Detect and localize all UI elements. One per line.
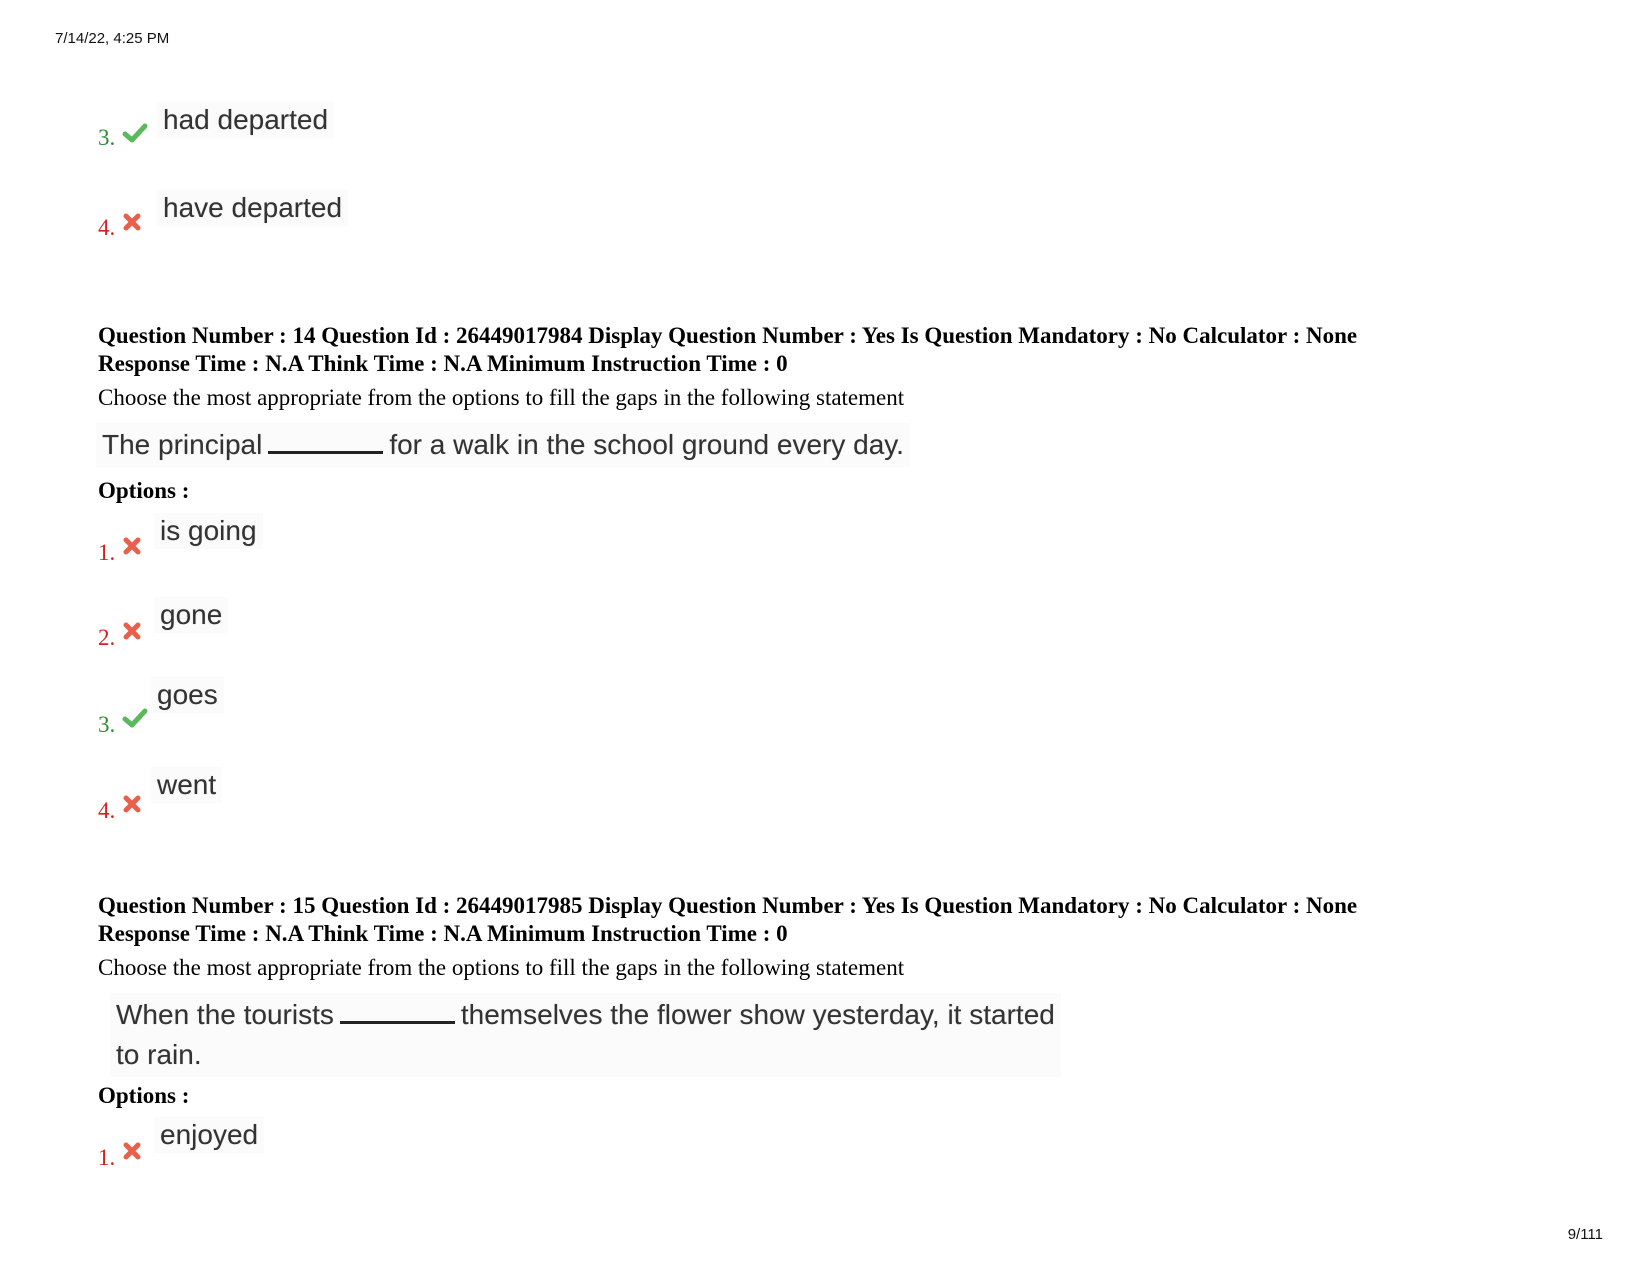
cross-icon: [123, 1142, 141, 1160]
stem-text-before: The principal: [102, 429, 263, 460]
option-text: is going: [154, 513, 263, 549]
fill-blank: [340, 997, 455, 1024]
option-text: goes: [151, 677, 224, 713]
cross-icon: [123, 213, 141, 231]
option-number: 4.: [98, 798, 116, 823]
options-label: Options :: [98, 478, 190, 503]
cross-icon: [123, 622, 141, 640]
question-15-meta: Question Number : 15 Question Id : 26449017985 Display Question Number : Yes Is Question Mandatory : No Calculator : None: [98, 893, 1358, 918]
question-14-stem: [96, 423, 910, 467]
print-timestamp: 7/14/22, 4:25 PM: [55, 30, 170, 47]
question-14-timing: Response Time : N.A Think Time : N.A Minimum Instruction Time : 0: [98, 351, 788, 376]
question-15-timing: Response Time : N.A Think Time : N.A Minimum Instruction Time : 0: [98, 921, 788, 946]
option-text: gone: [154, 597, 228, 633]
stem-text-after: themselves the flower show yesterday, it started: [460, 999, 1055, 1030]
page-number: 9/111: [1567, 1226, 1603, 1243]
option-text: went: [151, 767, 222, 803]
cross-icon: [123, 795, 141, 813]
question-15-instruction: Choose the most appropriate from the options to fill the gaps in the following statement: [98, 955, 905, 980]
check-icon: [122, 705, 148, 731]
fill-blank: [268, 427, 383, 454]
option-number: 3.: [98, 712, 116, 737]
question-14-meta: Question Number : 14 Question Id : 26449017984 Display Question Number : Yes Is Question Mandatory : No Calculator : None: [98, 323, 1358, 348]
option-text: had departed: [157, 102, 334, 138]
option-number: 1.: [98, 1145, 116, 1170]
stem-text-after: for a walk in the school ground every day.: [389, 429, 904, 460]
cross-icon: [123, 537, 141, 555]
question-14-instruction: Choose the most appropriate from the options to fill the gaps in the following statement: [98, 385, 905, 410]
option-number: 1.: [98, 540, 116, 565]
check-icon: [122, 120, 148, 146]
option-number: 2.: [98, 625, 116, 650]
option-number: 3.: [98, 125, 116, 150]
stem-line-1: [116, 995, 1055, 1035]
options-label: Options :: [98, 1083, 190, 1108]
option-text: enjoyed: [154, 1117, 264, 1153]
option-number: 4.: [98, 215, 116, 240]
stem-line-2: to rain.: [116, 1039, 202, 1070]
stem-text-before: When the tourists: [116, 999, 334, 1030]
option-text: have departed: [157, 190, 348, 226]
question-15-stem: [110, 993, 1061, 1077]
